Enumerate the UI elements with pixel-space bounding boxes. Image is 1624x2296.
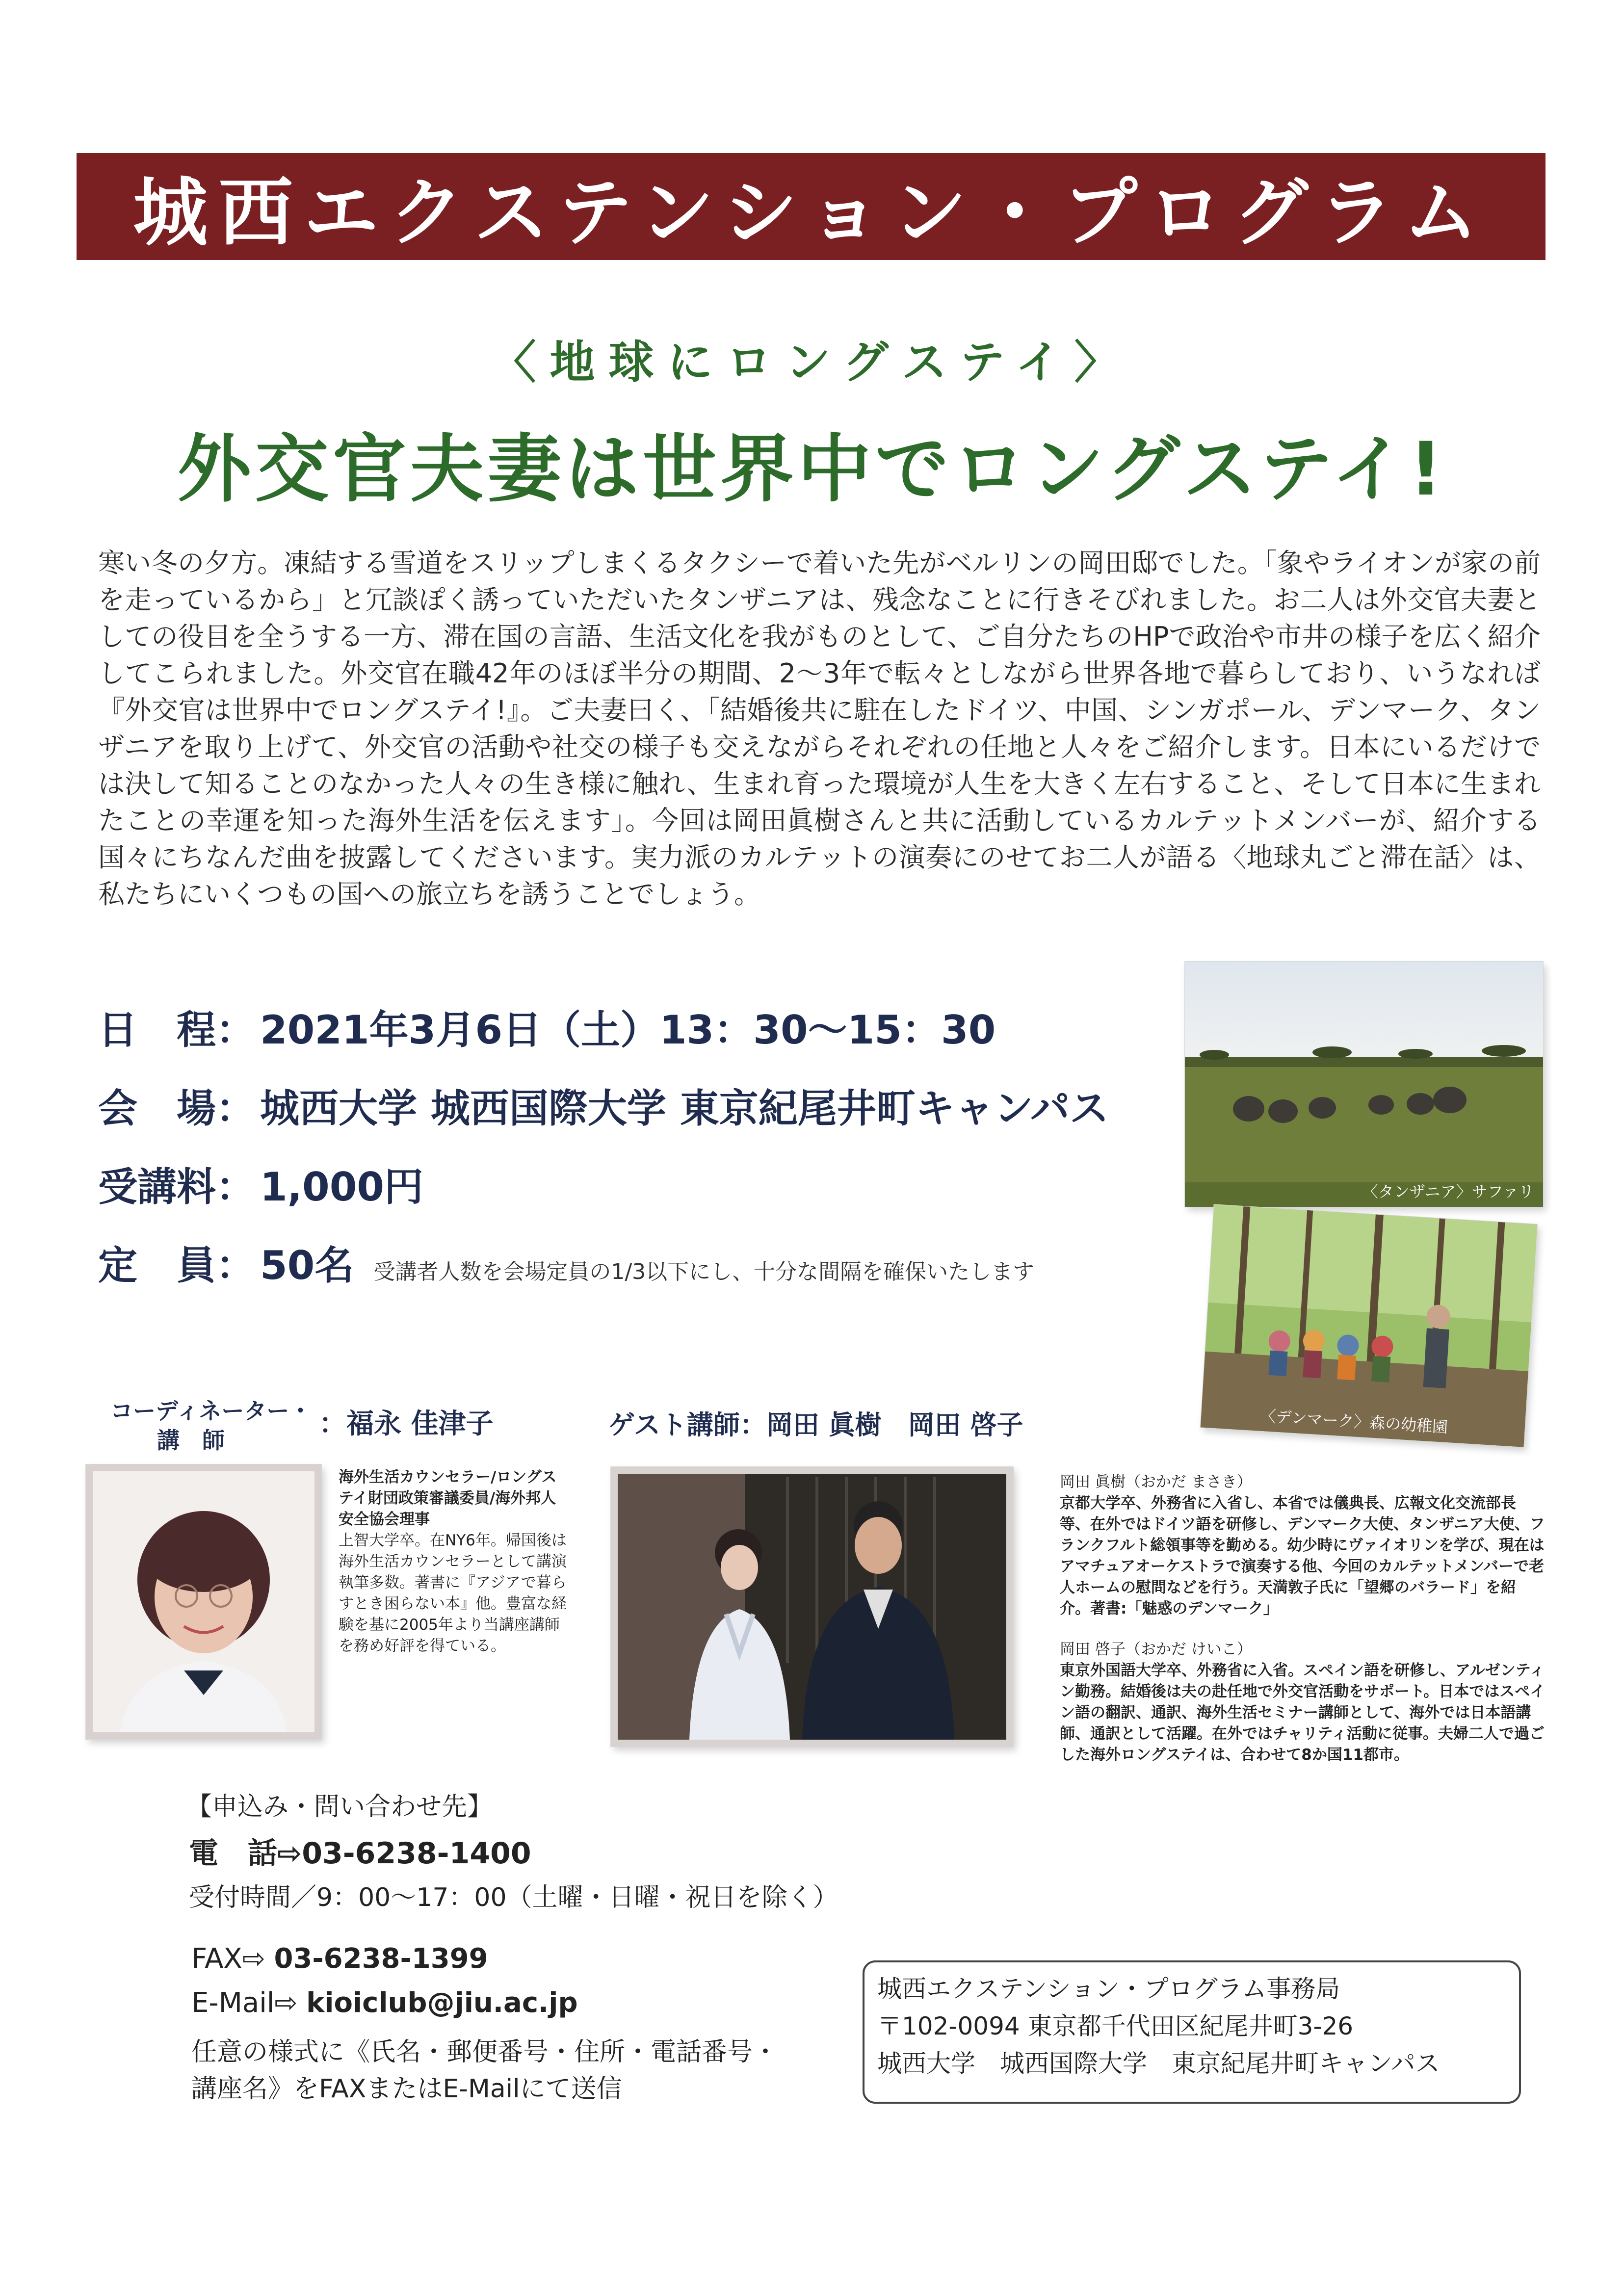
guest-photo: [611, 1467, 1013, 1747]
banner-title: 城西エクステンション・プログラム: [133, 169, 1489, 256]
application-note-1: 任意の様式に《氏名・郵便番号・住所・電話番号・: [191, 2037, 779, 2067]
program-banner: [77, 153, 1545, 260]
venue-value: 城西大学 城西国際大学 東京紀尾井町キャンパス: [260, 1086, 1109, 1131]
application-note-2: 講座名》をFAXまたはE-Mailにて送信: [191, 2074, 622, 2104]
safari-image: [1185, 962, 1543, 1207]
guest-portrait: [611, 1467, 1013, 1747]
fax-label: FAX⇨: [191, 1943, 274, 1975]
forest-photo: [1201, 1204, 1538, 1447]
guest-lecturer-label: ゲスト講師：岡田 眞樹 岡田 啓子: [608, 1409, 1023, 1440]
safari-caption: 〈タンザニア〉サファリ: [1362, 1182, 1534, 1201]
office-address: 〒102-0094 東京都千代田区紀尾井町3-26: [877, 2012, 1354, 2040]
phone-label: 電 話⇨: [189, 1836, 302, 1871]
coordinator-photo: [86, 1464, 321, 1739]
fee-row: [98, 1155, 423, 1212]
date-value: 2021年3月6日（土）13：30〜15：30: [260, 1007, 996, 1053]
phone-row: [189, 1830, 531, 1872]
phone-number[interactable]: 03-6238-1400: [302, 1836, 531, 1871]
guest1-bio: 京都大学卒、外務省に入省し、本省では儀典長、広報文化交流部長等、在外ではドイツ語を研修し、デンマーク大使、タンザニア大使、フランクフルト総領事等を勤める。幼少時にヴァイオリンを学び、現在はアマチュアオーケストラで演奏する他、今回のカルテットメンバーで老人ホームの慰問などを行う。天満敦子氏に「望郷のバラード」を紹介。著書:「魅惑のデンマーク」: [1060, 1494, 1545, 1618]
date-label: 日 程：: [98, 1007, 255, 1053]
email-label: E-Mail⇨: [191, 1987, 307, 2019]
intro-paragraph: 寒い冬の夕方。凍結する雪道をスリップしまくるタクシーで着いた先がベルリンの岡田邸でした。「象やライオンが家の前を走っているから」と冗談ぽく誘っていただいたタンザニアは、残念なことに行きそびれました。お二人は外交官夫妻としての役目を全うする一方、滞在国の言語、生活文化を我がものとして、ご自分たちのHPで政治や市井の様子を広く紹介してこられました。外交官在職42年のほぼ半分の期間、2〜3年で転々としながら世界各地で暮らしており、いうなれば『外交官は世界中でロングステイ!』。ご夫妻曰く、「結婚後共に駐在したドイツ、中国、シンガポール、デンマーク、タンザニアを取り上げて、外交官の活動や社交の様子も交えながらそれぞれの任地と人々をご紹介します。日本にいるだけでは決して知ることのなかった人々の生き様に触れ、生まれ育った環境が人生を大きく左右すること、そして日本に生まれたことの幸運を知った海外生活を伝えます」。今回は岡田眞樹さんと共に活動しているカルテットメンバーが、紹介する国々にちなんだ曲を披露してくださいます。実力派のカルテットの演奏にのせてお二人が語る〈地球丸ごと滞在話〉は、私たちにいくつもの国への旅立ちを誘うことでしょう。: [98, 548, 1541, 910]
reception-hours: 受付時間／9：00〜17：00（土曜・日曜・祝日を除く）: [189, 1883, 838, 1912]
safari-photo: [1185, 962, 1543, 1207]
page-title: 外交官夫妻は世界中でロングステイ!: [177, 427, 1447, 512]
fax-row: [191, 1943, 488, 1975]
coordinator-role: コーディネーター・: [110, 1398, 312, 1424]
fee-label: 受講料：: [98, 1164, 255, 1210]
venue-row: [98, 1077, 1109, 1133]
coordinator-name: ：福永 佳津子: [319, 1408, 494, 1440]
date-row: [98, 998, 995, 1055]
coordinator-bio: 上智大学卒。在NY6年。帰国後は海外生活カウンセラーとして講演執筆多数。著書に『アジアで暮らすとき困らない本』他。豊富な経験を基に2005年より当講座講師を務め好評を得ている。: [339, 1532, 567, 1655]
guest1-name: 岡田 眞樹（おかだ まさき）: [1060, 1473, 1252, 1491]
fee-value: 1,000円: [260, 1164, 424, 1210]
email-address[interactable]: kioiclub@jiu.ac.jp: [306, 1987, 578, 2019]
coordinator-portrait: [86, 1464, 321, 1739]
venue-label: 会 場：: [98, 1086, 255, 1131]
capacity-label: 定 員：: [98, 1243, 255, 1288]
guest-bio-block: [1060, 1472, 1545, 1766]
office-name: 城西エクステンション・プログラム事務局: [877, 1975, 1340, 2003]
capacity-note: 受講者人数を会場定員の1/3以下にし、十分な間隔を確保いたします: [373, 1259, 1035, 1284]
office-campus: 城西大学 城西国際大学 東京紀尾井町キャンパス: [877, 2049, 1440, 2078]
forest-caption: 〈デンマーク〉森の幼稚園: [1259, 1406, 1449, 1437]
office-box: [863, 1960, 1521, 2104]
coordinator-bio-block: [339, 1467, 569, 1657]
fax-number[interactable]: 03-6238-1399: [274, 1943, 488, 1975]
guest2-bio: 東京外国語大学卒、外務省に入省。スペイン語を研修し、アルゼンティン勤務。結婚後は夫の赴任地で外交官活動をサポート。日本ではスペイン語の翻訳、通訳、海外生活セミナー講師として、海外では日本語講師、通訳として活躍。在外ではチャリティ活動に従事。夫婦二人で過ごした海外ロングステイは、合わせて8か国11都市。: [1060, 1662, 1545, 1764]
email-row: [191, 1987, 578, 2019]
lecturer-role: 講 師: [157, 1427, 225, 1454]
coordinator-titles: 海外生活カウンセラー/ロングステイ財団政策審議委員/海外邦人安全協会理事: [339, 1468, 557, 1528]
capacity-value: 50名: [260, 1243, 354, 1288]
guest2-name: 岡田 啓子（おかだ けいこ）: [1060, 1641, 1252, 1658]
capacity-row: [98, 1234, 1034, 1290]
subtitle: 〈地球にロングステイ〉: [491, 336, 1133, 389]
contact-heading: 【申込み・問い合わせ先】: [186, 1792, 493, 1822]
